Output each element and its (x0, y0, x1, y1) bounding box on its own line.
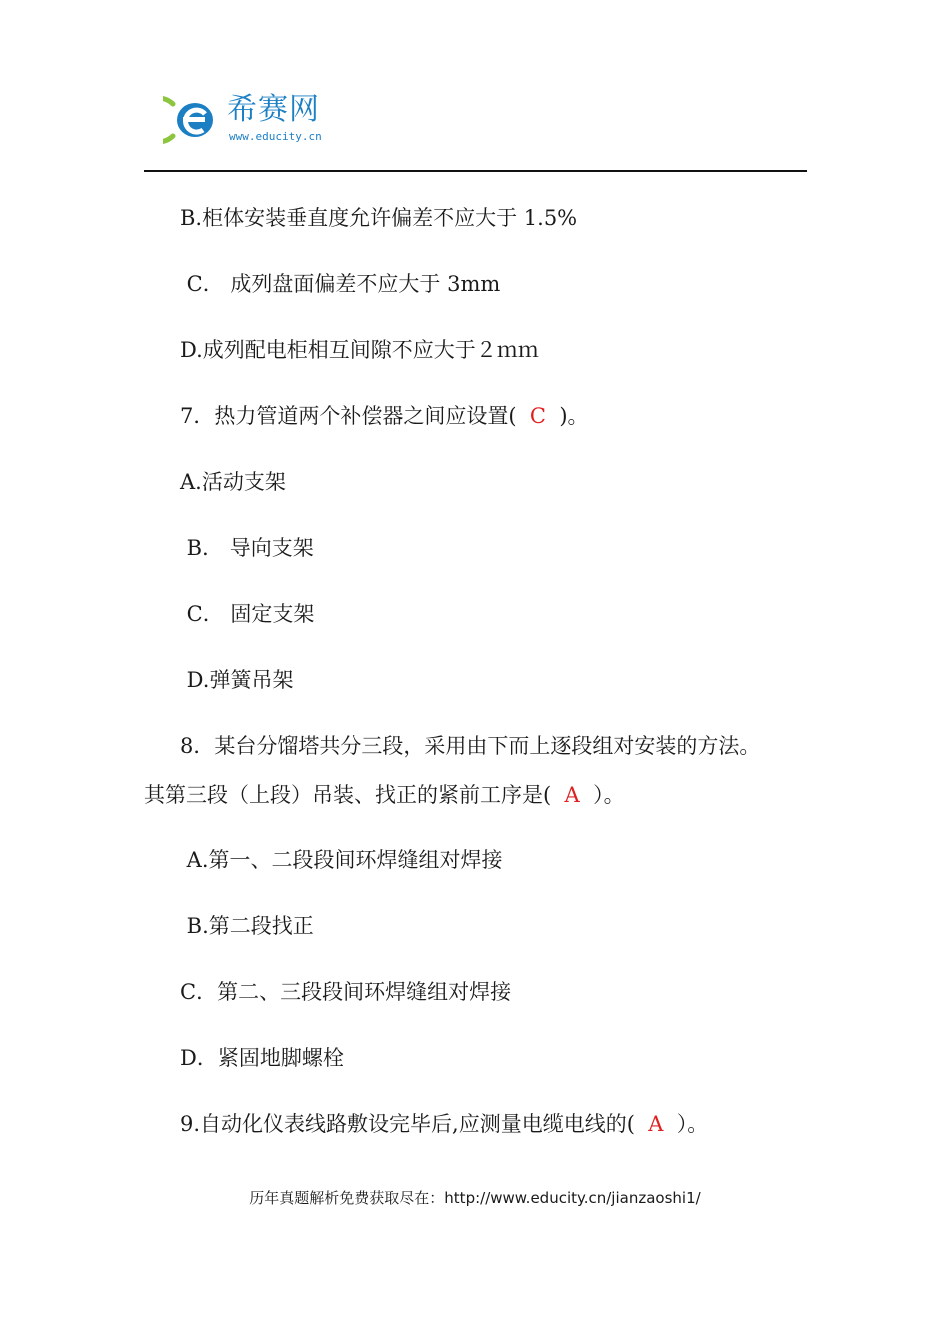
option-c-q7: C． 固定支架 (180, 602, 315, 626)
question-9-answer: A (648, 1112, 664, 1136)
question-7-answer: C (529, 404, 546, 428)
logo-url: www.educity.cn (229, 130, 322, 143)
option-c-q6: C． 成列盘面偏差不应大于 3mm (180, 272, 501, 296)
question-8-text: 其第三段（上段）吊装、找正的紧前工序是( (144, 783, 565, 807)
question-8-line1: 8．某台分馏塔共分三段，采用由下而上逐段组对安装的方法。 (180, 734, 761, 758)
header-divider (144, 170, 807, 172)
option-b-q7: B． 导向支架 (180, 536, 314, 560)
question-9-text: 9.自动化仪表线路敷设完毕后,应测量电缆电线的( (180, 1112, 649, 1136)
question-7-text: 7．热力管道两个补偿器之间应设置( (180, 404, 530, 428)
option-b-q8: B.第二段找正 (180, 914, 314, 938)
option-d-q8: D．紧固地脚螺栓 (180, 1046, 344, 1070)
footer-link-text: 历年真题解析免费获取尽在：http://www.educity.cn/jianzaoshi1/ (249, 1189, 701, 1207)
option-d-q7: D.弹簧吊架 (180, 668, 294, 692)
question-9 (180, 1110, 708, 1138)
question-7-close: )。 (545, 404, 589, 428)
question-7 (180, 402, 589, 430)
option-b-q6: B.柜体安装垂直度允许偏差不应大于 1.5% (180, 206, 578, 230)
question-8-answer: A (564, 783, 580, 807)
question-8-line2 (144, 781, 625, 809)
option-a-q8: A.第一、二段段间环焊缝组对焊接 (180, 848, 503, 872)
question-9-close: ）。 (663, 1112, 709, 1136)
educity-logo-icon (163, 96, 219, 144)
option-d-q6: D.成列配电柜相互间隙不应大于２ｍｍ (180, 338, 539, 362)
logo-name: 希赛网 (227, 92, 320, 127)
option-c-q8: C．第二、三段段间环焊缝组对焊接 (180, 980, 512, 1004)
educity-logo (163, 92, 363, 150)
option-a-q7: A.活动支架 (180, 470, 286, 494)
question-8-close: ）。 (579, 783, 625, 807)
